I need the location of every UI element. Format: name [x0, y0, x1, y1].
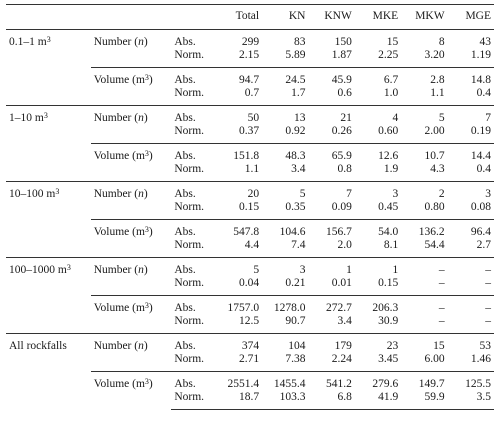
value-cell: 1.1 — [244, 163, 260, 175]
value-cell: 136.2 — [401, 220, 447, 240]
value-cell: 54.4 — [424, 239, 445, 251]
value-cell: 0.19 — [470, 125, 491, 137]
value-cell: 0.15 — [238, 201, 260, 213]
row-kind-label: Abs. — [171, 296, 215, 316]
volume-label-text: Volume (m — [93, 150, 145, 162]
range-exponent: 3 — [66, 263, 71, 272]
value-cell: – — [485, 277, 491, 289]
value-cell: 541.2 — [308, 372, 354, 392]
value-cell: 2.8 — [401, 68, 447, 88]
value-cell: 0.80 — [424, 201, 445, 213]
column-header-total: Total — [235, 10, 260, 22]
value-cell: 2.71 — [238, 353, 260, 365]
volume-exponent: 3 — [144, 225, 149, 234]
row-kind-label: Abs. — [171, 68, 215, 88]
row-kind-label: Norm. — [174, 353, 205, 365]
value-cell: 1 — [355, 258, 401, 278]
range-exponent: 3 — [43, 111, 48, 120]
number-label-close: ) — [143, 340, 148, 352]
value-cell: 104 — [262, 334, 308, 354]
value-cell: 14.4 — [448, 144, 494, 164]
row-kind-label: Abs. — [171, 258, 215, 278]
value-cell: 5 — [262, 182, 308, 202]
value-cell: 7.38 — [285, 353, 306, 365]
value-cell: 206.3 — [355, 296, 401, 316]
number-variable: n — [138, 264, 144, 276]
value-cell: 0.09 — [331, 201, 352, 213]
volume-label-close: ) — [148, 150, 153, 162]
value-cell: 7 — [308, 182, 354, 202]
value-cell: 1278.0 — [262, 296, 308, 316]
value-cell: 53 — [448, 334, 494, 354]
value-cell: 96.4 — [448, 220, 494, 240]
value-cell: 0.15 — [378, 277, 399, 289]
range-label-text: 100–1000 m — [9, 264, 67, 276]
value-cell: 2.00 — [424, 125, 445, 137]
value-cell: 14.8 — [448, 68, 494, 88]
value-cell: 0.4 — [476, 87, 491, 99]
value-cell: 0.92 — [285, 125, 306, 137]
range-label — [6, 30, 91, 106]
number-label-close: ) — [143, 36, 148, 48]
value-cell: 8.1 — [383, 239, 399, 251]
volume-exponent: 3 — [144, 301, 149, 310]
value-cell: 0.8 — [337, 163, 352, 175]
value-cell: 12.6 — [355, 144, 401, 164]
column-header-mge: MGE — [465, 10, 491, 22]
volume-measure-label — [91, 144, 172, 182]
value-cell: 4 — [355, 106, 401, 126]
row-kind-label: Abs. — [171, 220, 215, 240]
value-cell: 125.5 — [448, 372, 494, 392]
value-cell: 15 — [401, 334, 447, 354]
number-label-close: ) — [143, 188, 148, 200]
number-label-close: ) — [143, 264, 148, 276]
value-cell: 1.19 — [470, 49, 491, 61]
value-cell: 0.4 — [476, 163, 491, 175]
number-label-text: Number ( — [93, 36, 139, 48]
number-measure-label — [91, 106, 172, 144]
value-cell: 7.4 — [291, 239, 306, 251]
value-cell: – — [401, 296, 447, 316]
volume-measure-label — [91, 68, 172, 106]
value-cell: 299 — [241, 36, 260, 48]
range-label-text: All rockfalls — [9, 340, 67, 352]
value-cell: 3 — [448, 182, 494, 202]
value-cell: 0.37 — [238, 125, 260, 137]
value-cell: 2 — [401, 182, 447, 202]
value-cell: 6.8 — [308, 391, 354, 410]
value-cell: 3 — [355, 182, 401, 202]
value-cell: 90.7 — [285, 315, 306, 327]
number-label-text: Number ( — [93, 112, 139, 124]
value-cell: 1.46 — [470, 353, 491, 365]
value-cell: – — [485, 315, 491, 327]
value-cell: 3.20 — [424, 49, 445, 61]
number-measure-label — [91, 334, 172, 372]
value-cell: – — [448, 296, 494, 316]
header-blank — [91, 5, 172, 30]
value-cell: 24.5 — [262, 68, 308, 88]
number-variable: n — [138, 340, 144, 352]
row-kind-label: Abs. — [171, 182, 215, 202]
value-cell: 54.0 — [355, 220, 401, 240]
number-label-text: Number ( — [93, 188, 139, 200]
value-cell: 1.7 — [291, 87, 306, 99]
value-cell: 59.9 — [401, 391, 447, 410]
value-cell: 65.9 — [308, 144, 354, 164]
value-cell: 279.6 — [355, 372, 401, 392]
range-label-text: 10–100 m — [9, 188, 56, 200]
row-kind-label: Abs. — [171, 334, 215, 354]
value-cell: 15 — [386, 36, 399, 48]
value-cell: 0.35 — [285, 201, 306, 213]
value-cell: 547.8 — [216, 220, 262, 240]
value-cell: 103.3 — [262, 391, 308, 410]
value-cell: 5.89 — [285, 49, 306, 61]
value-cell: 1.9 — [383, 163, 399, 175]
row-kind-label: Norm. — [174, 49, 205, 61]
header-blank — [171, 5, 215, 30]
row-kind-label: Norm. — [174, 315, 205, 327]
value-cell: 20 — [216, 182, 262, 202]
value-cell: 104.6 — [262, 220, 308, 240]
range-exponent: 3 — [55, 187, 60, 196]
range-exponent: 3 — [46, 35, 51, 44]
value-cell: 179 — [308, 334, 354, 354]
value-cell: 2.7 — [476, 239, 491, 251]
number-variable: n — [138, 188, 144, 200]
row-kind-label: Abs. — [171, 106, 215, 126]
value-cell: – — [438, 277, 445, 289]
value-cell: 2.25 — [378, 49, 399, 61]
value-cell: 3.5 — [448, 391, 494, 410]
value-cell: 1455.4 — [262, 372, 308, 392]
value-cell: 149.7 — [401, 372, 447, 392]
value-cell: 156.7 — [308, 220, 354, 240]
value-cell: 50 — [216, 106, 262, 126]
value-cell: 3.45 — [378, 353, 399, 365]
column-header-kn: KN — [288, 10, 306, 22]
value-cell: 4.3 — [430, 163, 445, 175]
row-kind-label: Abs. — [171, 144, 215, 164]
number-variable: n — [138, 112, 144, 124]
value-cell: 30.9 — [378, 315, 399, 327]
number-measure-label — [91, 258, 172, 296]
value-cell: 10.7 — [401, 144, 447, 164]
row-kind-label: Abs. — [174, 36, 196, 48]
volume-exponent: 3 — [144, 149, 149, 158]
volume-label-close: ) — [148, 302, 153, 314]
value-cell: 7 — [448, 106, 494, 126]
range-label-text: 0.1–1 m — [9, 36, 47, 48]
row-kind-label: Norm. — [174, 125, 205, 137]
value-cell: 0.08 — [470, 201, 491, 213]
value-cell: 0.7 — [244, 87, 260, 99]
table-row — [6, 106, 494, 126]
rockfall-table — [6, 4, 494, 410]
volume-label-text: Volume (m — [93, 74, 145, 86]
volume-measure-label — [91, 372, 172, 410]
volume-label-close: ) — [148, 378, 153, 390]
range-label — [6, 106, 91, 182]
value-cell: 2.15 — [238, 49, 260, 61]
value-cell: 4.4 — [244, 239, 260, 251]
table-row — [6, 30, 494, 50]
value-cell: 6.7 — [355, 68, 401, 88]
row-kind-label: Norm. — [171, 391, 215, 410]
value-cell: 5 — [401, 106, 447, 126]
range-label — [6, 334, 91, 410]
value-cell: 0.60 — [378, 125, 399, 137]
value-cell: 2551.4 — [216, 372, 262, 392]
value-cell: 272.7 — [308, 296, 354, 316]
value-cell: 45.9 — [308, 68, 354, 88]
value-cell: 0.26 — [331, 125, 352, 137]
value-cell: 0.04 — [238, 277, 260, 289]
value-cell: 3 — [262, 258, 308, 278]
volume-label-close: ) — [148, 226, 153, 238]
value-cell: 0.21 — [285, 277, 306, 289]
row-kind-label: Abs. — [171, 372, 215, 392]
value-cell: 5 — [216, 258, 262, 278]
value-cell: – — [448, 258, 494, 278]
value-cell: 1 — [308, 258, 354, 278]
value-cell: 18.7 — [216, 391, 262, 410]
value-cell: 3.4 — [291, 163, 306, 175]
row-kind-label: Norm. — [174, 239, 205, 251]
value-cell: – — [438, 315, 445, 327]
table-body — [6, 30, 494, 410]
value-cell: 23 — [355, 334, 401, 354]
volume-exponent: 3 — [144, 73, 149, 82]
number-label-close: ) — [143, 112, 148, 124]
value-cell: 41.9 — [355, 391, 401, 410]
value-cell: – — [401, 258, 447, 278]
volume-measure-label — [91, 220, 172, 258]
table-header — [6, 5, 494, 30]
value-cell: 43 — [479, 36, 491, 48]
volume-label-text: Volume (m — [93, 378, 145, 390]
range-label — [6, 182, 91, 258]
volume-label-text: Volume (m — [93, 226, 145, 238]
value-cell: 94.7 — [216, 68, 262, 88]
value-cell: 150 — [334, 36, 352, 48]
range-label-text: 1–10 m — [9, 112, 44, 124]
row-kind-label: Norm. — [174, 87, 205, 99]
value-cell: 374 — [216, 334, 262, 354]
number-variable: n — [138, 36, 144, 48]
column-header-mke: MKE — [372, 10, 399, 22]
number-label-text: Number ( — [93, 264, 139, 276]
volume-measure-label — [91, 296, 172, 334]
value-cell: 0.6 — [337, 87, 352, 99]
row-kind-label: Norm. — [174, 277, 205, 289]
value-cell: 21 — [308, 106, 354, 126]
value-cell: 0.45 — [378, 201, 399, 213]
value-cell: 6.00 — [424, 353, 445, 365]
table-row — [6, 258, 494, 278]
volume-label-text: Volume (m — [93, 302, 145, 314]
value-cell: 8 — [438, 36, 445, 48]
value-cell: 1.0 — [383, 87, 399, 99]
value-cell: 2.24 — [331, 353, 352, 365]
value-cell: 1.1 — [430, 87, 445, 99]
value-cell: 13 — [262, 106, 308, 126]
value-cell: 1.87 — [331, 49, 352, 61]
value-cell: 0.01 — [331, 277, 352, 289]
value-cell: 12.5 — [238, 315, 260, 327]
row-kind-label: Norm. — [174, 163, 205, 175]
volume-label-close: ) — [148, 74, 153, 86]
value-cell: 83 — [293, 36, 306, 48]
table-row — [6, 334, 494, 354]
value-cell: 1757.0 — [216, 296, 262, 316]
header-blank — [6, 5, 91, 30]
number-measure-label — [91, 30, 172, 68]
table-row — [6, 182, 494, 202]
value-cell: 48.3 — [262, 144, 308, 164]
column-header-knw: KNW — [324, 10, 352, 22]
value-cell: 3.4 — [337, 315, 352, 327]
column-header-mkw: MKW — [415, 10, 445, 22]
volume-exponent: 3 — [144, 377, 149, 386]
range-label — [6, 258, 91, 334]
value-cell: 151.8 — [216, 144, 262, 164]
number-label-text: Number ( — [93, 340, 139, 352]
row-kind-label: Norm. — [174, 201, 205, 213]
value-cell: 2.0 — [337, 239, 352, 251]
number-measure-label — [91, 182, 172, 220]
